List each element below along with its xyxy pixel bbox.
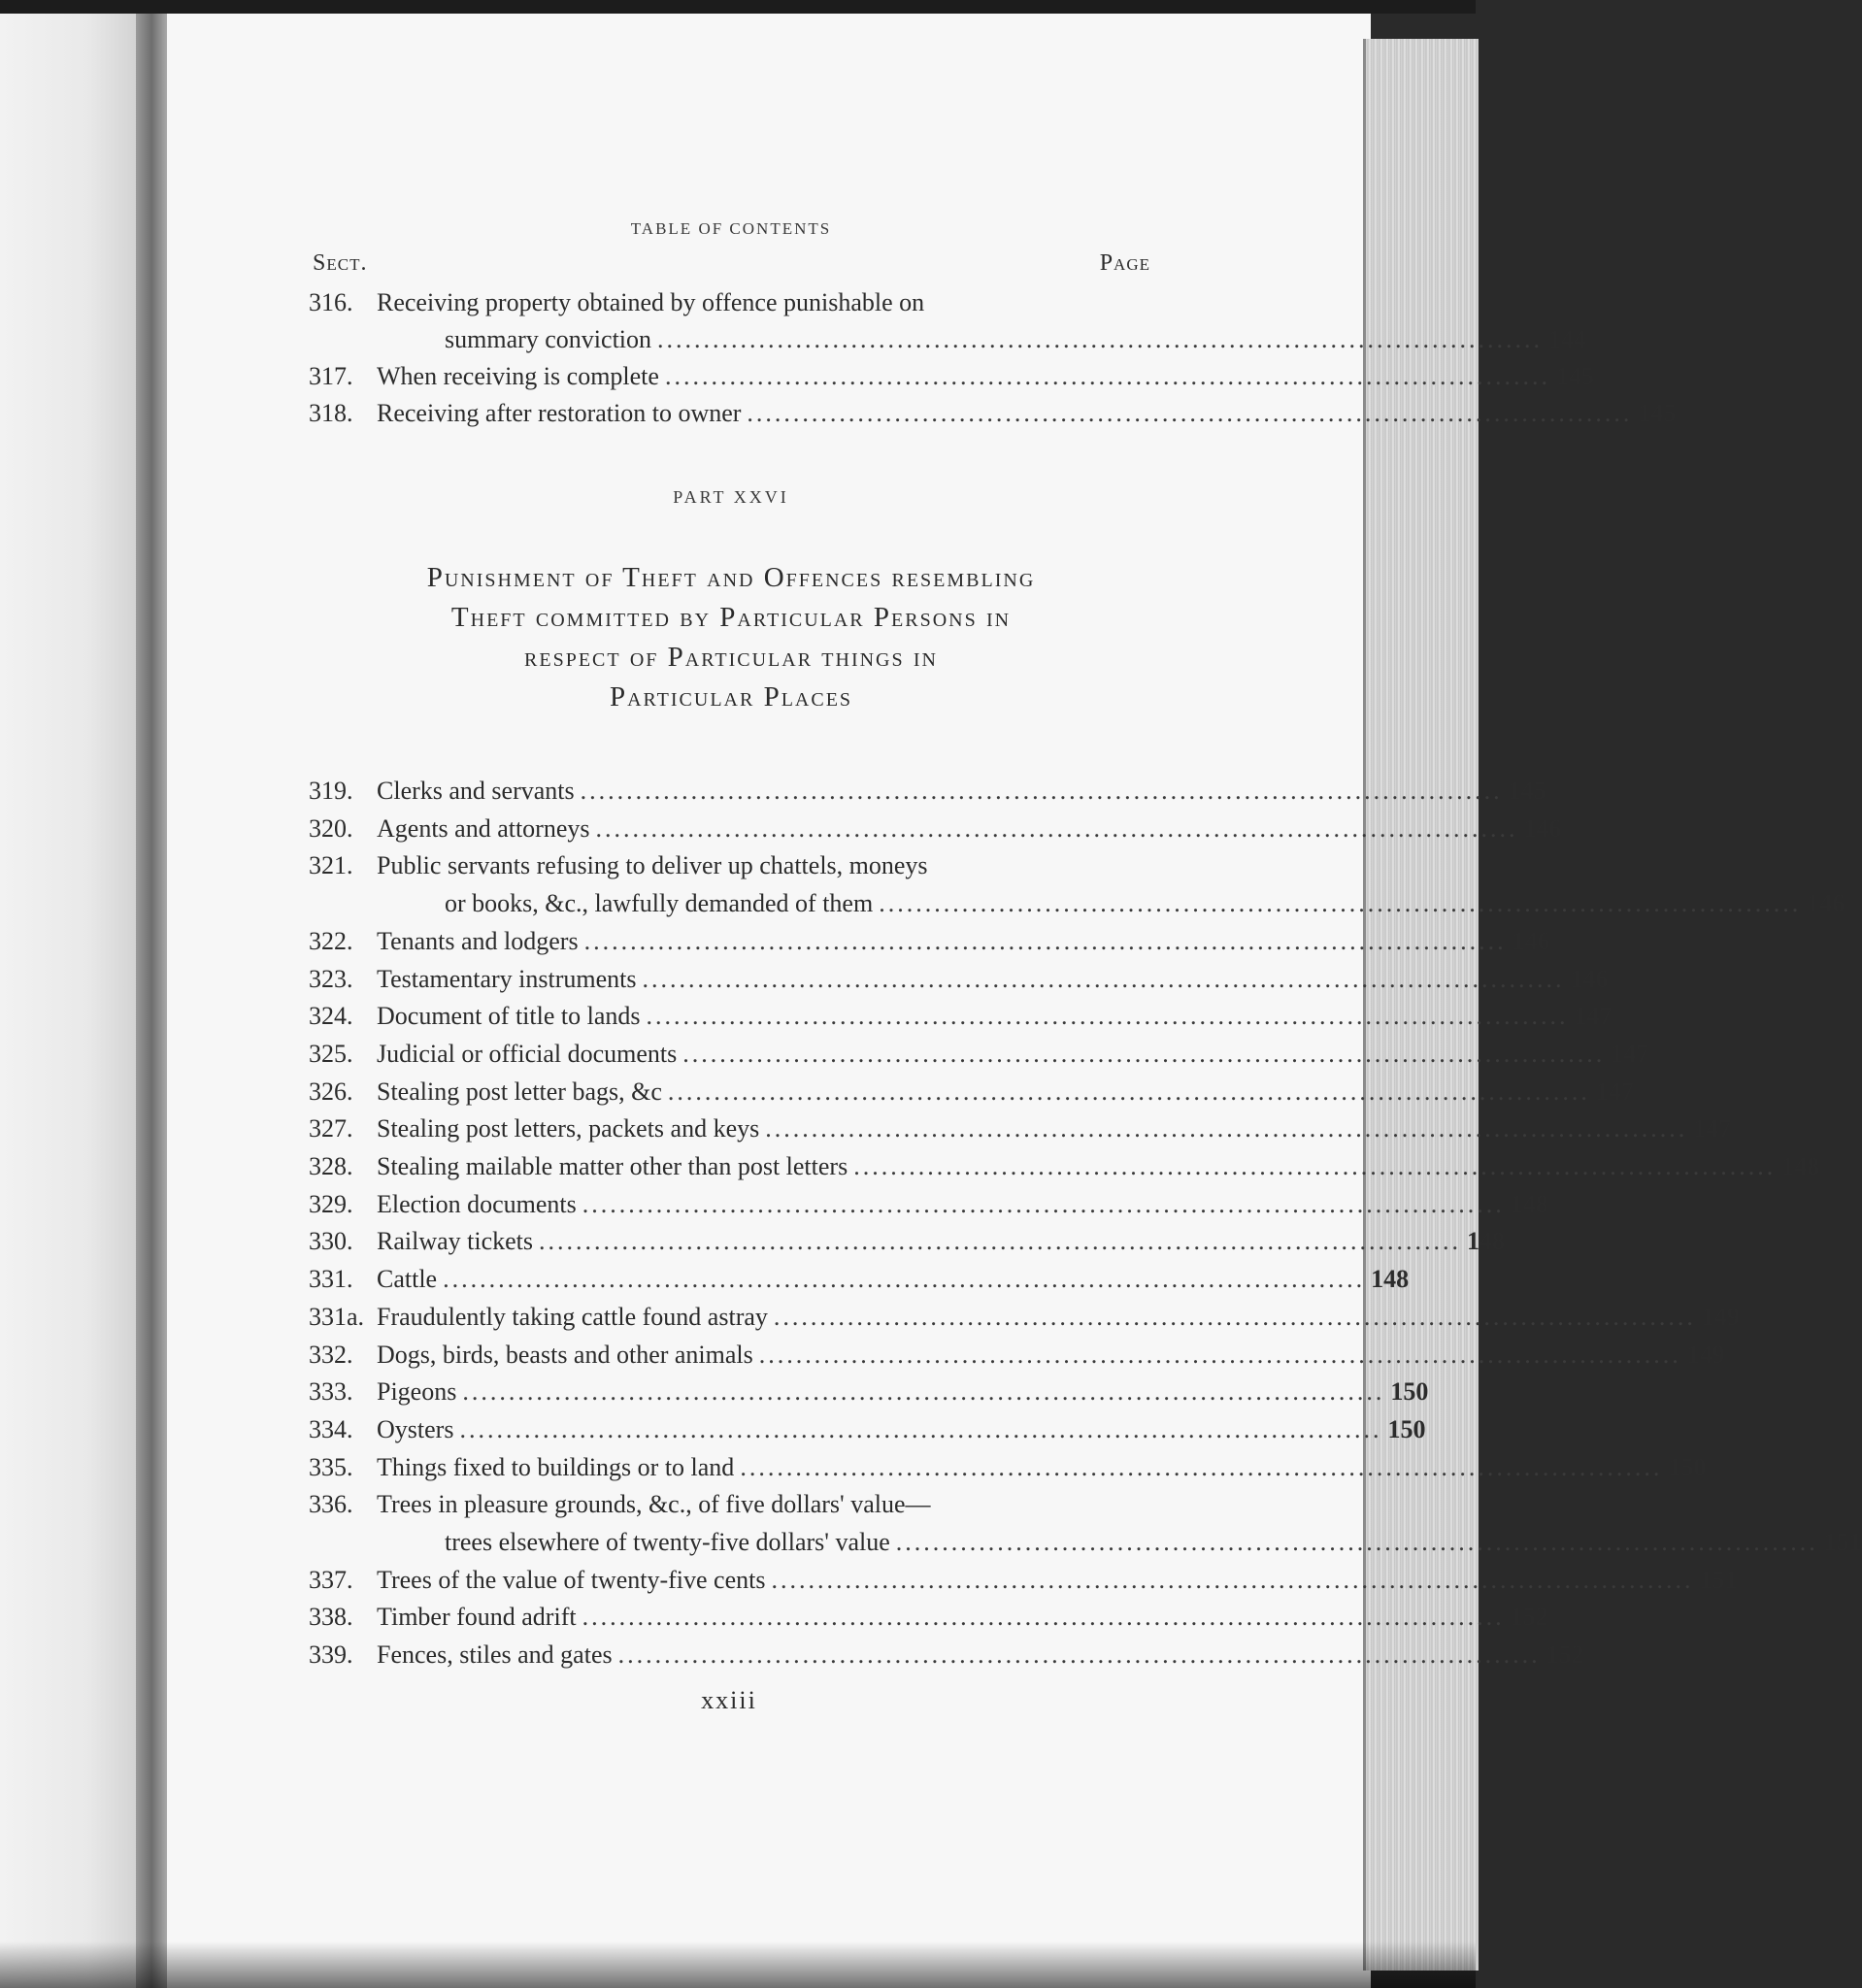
part-title-line: Particular Places: [609, 681, 853, 712]
entry-page: 147: [1693, 1114, 1732, 1143]
entry-title-wrap: [377, 923, 1550, 960]
entry-title: Dogs, birds, beasts and other animals: [377, 1341, 753, 1369]
entry-title-wrap: [377, 1562, 1738, 1599]
entry-page: 147: [1574, 1002, 1613, 1030]
entry-page: 145: [1508, 777, 1546, 805]
leader-dots: ....................................................................................................: [595, 814, 1518, 843]
entry-page: 150: [1668, 1453, 1707, 1481]
leader-dots: ....................................................................................................: [667, 1077, 1590, 1106]
entry-title-wrap: [377, 1074, 1634, 1110]
entry-line: [377, 998, 1613, 1035]
part-title-line: Theft committed by Particular Persons in: [450, 602, 1012, 633]
toc-entry: [309, 1374, 1429, 1410]
entry-page: 148: [1781, 1152, 1820, 1180]
entry-line: [377, 1411, 1426, 1448]
entry-number: 331a.: [309, 1303, 365, 1331]
entry-page: 148: [1371, 1265, 1410, 1293]
left-page-edge: [0, 14, 146, 1988]
toc-entry: [309, 1599, 1548, 1636]
entry-title: Fraudulently taking cattle found astray: [377, 1303, 768, 1331]
entry-line: [377, 811, 1562, 847]
toc-entry: [309, 998, 1613, 1035]
entry-title-wrap: [377, 885, 1845, 922]
entry-title-wrap: [377, 961, 1609, 998]
entry-title: Pigeons: [377, 1377, 457, 1406]
entry-page: 146: [1523, 814, 1562, 843]
leader-dots: ....................................................................................................: [462, 1377, 1385, 1406]
entry-line: [377, 961, 1609, 998]
column-head-page: Page: [1099, 250, 1150, 276]
entry-title: Stealing post letters, packets and keys: [377, 1114, 760, 1143]
page-folio: xxiii: [701, 1686, 757, 1714]
entry-number: 318.: [309, 399, 353, 427]
entry-title-wrap: [377, 1148, 1820, 1185]
entry-number: 327.: [309, 1114, 353, 1143]
entry-title-line2: or books, &c., lawfully demanded of them: [445, 889, 874, 917]
entry-number: 325.: [309, 1040, 353, 1068]
entry-title: Agents and attorneys: [377, 814, 590, 843]
entry-title-wrap: [377, 811, 1562, 847]
entry-line: [377, 1223, 1506, 1260]
entry-line: [377, 885, 1845, 922]
toc-entry: [309, 1223, 1506, 1260]
toc-entry: [309, 1036, 1649, 1073]
entry-line: [377, 1449, 1707, 1486]
entry-title-line2: summary conviction: [445, 325, 652, 353]
entry-title-wrap: [377, 1337, 1725, 1374]
entry-number: 323.: [309, 965, 353, 993]
entry-number: 328.: [309, 1152, 353, 1180]
entry-line: [377, 1036, 1649, 1073]
part-title-line: respect of Particular things in: [524, 642, 938, 673]
leader-dots: ....................................................................................................: [879, 889, 1802, 917]
entry-title: Fences, stiles and gates: [377, 1640, 613, 1669]
toc-entry: [309, 284, 1149, 321]
entry-number: 333.: [309, 1377, 353, 1406]
scan-bottom-shadow: [0, 1941, 1476, 1988]
toc-entry: [309, 1337, 1725, 1374]
toc-entry: [309, 1562, 1738, 1599]
entry-number: 322.: [309, 927, 353, 955]
part-title-line: Punishment of Theft and Offences resembling: [426, 562, 1036, 593]
scan-frame-top: [0, 0, 1476, 14]
column-head-sect: Sect.: [313, 250, 368, 276]
entry-page: 150: [1390, 1377, 1429, 1406]
toc-entry: [309, 1449, 1707, 1486]
leader-dots: ....................................................................................................: [773, 1303, 1696, 1331]
book-gutter: [136, 14, 171, 1988]
entry-title: Trees of the value of twenty-five cents: [377, 1566, 766, 1594]
entry-page: 145: [1638, 399, 1677, 427]
entry-page: 152: [1546, 1640, 1584, 1669]
entry-title: When receiving is complete: [377, 362, 659, 390]
entry-title: Testamentary instruments: [377, 965, 637, 993]
toc-entry: [309, 1299, 1740, 1336]
entry-number: 324.: [309, 1002, 353, 1030]
entry-line: [377, 1110, 1732, 1147]
entry-line: [377, 1148, 1820, 1185]
entry-number: 334.: [309, 1415, 353, 1443]
entry-page: 149: [1701, 1303, 1740, 1331]
entry-title: Timber found adrift: [377, 1603, 577, 1631]
entry-title-wrap: [377, 1449, 1707, 1486]
entry-line: [377, 1524, 1862, 1561]
entry-title-wrap: [377, 998, 1613, 1035]
toc-entry: [309, 1486, 1149, 1523]
toc-entry: [309, 1074, 1634, 1110]
entry-page: 148: [1510, 1190, 1548, 1218]
entry-line: [377, 773, 1546, 810]
leader-dots: ....................................................................................................: [740, 1453, 1663, 1481]
leader-dots: ....................................................................................................: [682, 1040, 1606, 1068]
entry-line: [377, 1374, 1429, 1410]
entry-page: 146: [1512, 927, 1550, 955]
leader-dots: ................................................................................................: [657, 325, 1544, 353]
entry-number: 330.: [309, 1227, 353, 1255]
entry-page: 151: [1699, 1566, 1738, 1594]
toc-entry: [309, 1110, 1732, 1147]
toc-entry: [309, 773, 1546, 810]
toc-entry-continuation: [309, 885, 1845, 922]
toc-entry: [309, 1411, 1426, 1448]
entry-title-wrap: [377, 1261, 1410, 1298]
entry-page: 149: [1686, 1341, 1725, 1369]
entry-number: 329.: [309, 1190, 353, 1218]
entry-title-line1: Receiving property obtained by offence punishable on: [377, 288, 925, 316]
toc-entry: [309, 1261, 1410, 1298]
entry-page: 146: [1807, 889, 1845, 917]
leader-dots: ....................................................................................................: [642, 965, 1565, 993]
entry-number: 339.: [309, 1640, 353, 1669]
entry-number: 338.: [309, 1603, 353, 1631]
entry-title-wrap: [377, 1223, 1506, 1260]
entry-title: Receiving after restoration to owner: [377, 399, 742, 427]
toc-entry-continuation: [309, 1524, 1862, 1561]
entry-title: Election documents: [377, 1190, 577, 1218]
entry-title: Clerks and servants: [377, 777, 575, 805]
entry-line: [377, 1337, 1725, 1374]
entry-title-wrap: [377, 1411, 1426, 1448]
leader-dots: ....................................................................................................: [583, 927, 1507, 955]
entry-title-wrap: [377, 1524, 1862, 1561]
part-title: [309, 558, 1153, 717]
entry-title-line2: trees elsewhere of twenty-five dollars' value: [445, 1528, 890, 1556]
entry-page: 144: [1548, 325, 1587, 353]
entry-page: 145: [1555, 362, 1594, 390]
leader-dots: ....................................................................................................: [771, 1566, 1694, 1594]
entry-line: [377, 1637, 1584, 1673]
entry-title-wrap: [377, 1374, 1429, 1410]
entry-number: 320.: [309, 814, 353, 843]
entry-line: [377, 1186, 1548, 1223]
part-label: PART XXVI: [673, 487, 789, 507]
entry-number: 331.: [309, 1265, 353, 1293]
toc-entry: [309, 395, 1677, 432]
entry-number: 326.: [309, 1077, 353, 1106]
entry-line: [377, 1074, 1634, 1110]
entry-title: Judicial or official documents: [377, 1040, 678, 1068]
toc-entry: [309, 1148, 1820, 1185]
leader-dots: ....................................................................................................: [459, 1415, 1382, 1443]
entry-title-wrap: [377, 1637, 1584, 1673]
entry-page: 147: [1611, 1040, 1649, 1068]
leader-dots: ....................................................................................................: [765, 1114, 1688, 1143]
entry-page: 147: [1595, 1077, 1634, 1106]
entry-title: Cattle: [377, 1265, 438, 1293]
entry-line: [377, 1299, 1740, 1336]
entry-number: 332.: [309, 1341, 353, 1369]
entry-title-wrap: [377, 1036, 1649, 1073]
entry-number: 321.: [309, 851, 353, 879]
entry-line: [377, 923, 1550, 960]
toc-entry-continuation: [309, 321, 1587, 358]
entry-title: Stealing post letter bags, &c: [377, 1077, 662, 1106]
entry-title-wrap: [377, 773, 1546, 810]
running-head: TABLE OF CONTENTS: [630, 219, 832, 238]
leader-dots: ....................................................................................................: [895, 1528, 1818, 1556]
leader-dots: ....................................................................................................: [646, 1002, 1569, 1030]
entry-page: 150: [1387, 1415, 1426, 1443]
leader-dots: ....................................................................................................: [539, 1227, 1462, 1255]
entry-title: Tenants and lodgers: [377, 927, 579, 955]
entry-title-wrap: [377, 1110, 1732, 1147]
entry-line: [377, 1599, 1548, 1636]
leader-dots: ................................................................................................: [664, 362, 1550, 390]
leader-dots: ....................................................................................................: [582, 1603, 1505, 1631]
leader-dots: ....................................................................................................: [617, 1640, 1541, 1669]
entry-title-line1: Public servants refusing to deliver up chattels, moneys: [377, 851, 928, 879]
toc-entry: [309, 811, 1562, 847]
entry-line: [377, 1261, 1410, 1298]
leader-dots: ....................................................................................................: [758, 1341, 1681, 1369]
toc-entry: [309, 961, 1609, 998]
entry-title-wrap: [377, 1186, 1548, 1223]
toc-entry: [309, 1637, 1584, 1673]
entry-title: Document of title to lands: [377, 1002, 641, 1030]
leader-dots: ....................................................................................................: [582, 1190, 1505, 1218]
entry-number: 335.: [309, 1453, 353, 1481]
entry-title: Things fixed to buildings or to land: [377, 1453, 735, 1481]
entry-page: 152: [1510, 1603, 1548, 1631]
entry-title-wrap: [377, 1299, 1740, 1336]
entry-line: [377, 1562, 1738, 1599]
entry-number: 317.: [309, 362, 353, 390]
toc-entry: [309, 923, 1550, 960]
entry-title: Stealing mailable matter other than post letters: [377, 1152, 848, 1180]
entry-number: 336.: [309, 1490, 353, 1518]
leader-dots: ....................................................................................................: [443, 1265, 1366, 1293]
toc-entry: [309, 847, 1149, 884]
entry-number: 319.: [309, 777, 353, 805]
leader-dots: ....................................................................................................: [580, 777, 1503, 805]
entry-title-line1: Trees in pleasure grounds, &c., of five dollars' value—: [377, 1490, 931, 1518]
entry-title: Railway tickets: [377, 1227, 534, 1255]
leader-dots: ....................................................................................................: [853, 1152, 1777, 1180]
entry-title: Oysters: [377, 1415, 454, 1443]
entry-page: 146: [1570, 965, 1609, 993]
toc-entry: [309, 358, 1594, 395]
entry-title-wrap: [377, 1599, 1548, 1636]
entry-page: 148: [1467, 1227, 1506, 1255]
leader-dots: ................................................................................................: [747, 399, 1633, 427]
entry-page: 151: [1823, 1528, 1862, 1556]
toc-entry: [309, 1186, 1548, 1223]
entry-number: 337.: [309, 1566, 353, 1594]
entry-number: 316.: [309, 288, 353, 316]
